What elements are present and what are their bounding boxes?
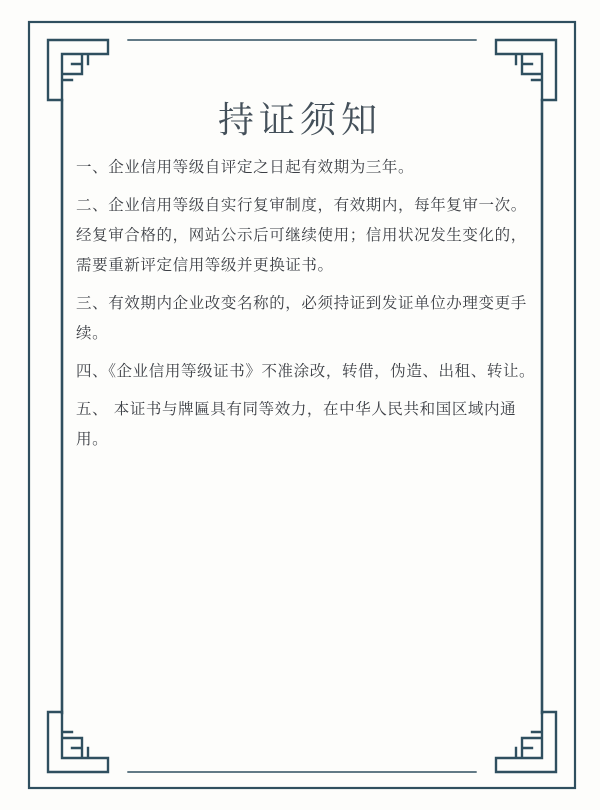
corner-ornament-bottom-right — [496, 712, 556, 772]
rule-item-1: 一、企业信用等级自评定之日起有效期为三年。 — [76, 158, 415, 176]
rule-item-3: 三、有效期内企业改变名称的，必须持证到发证单位办理变更手续。 — [76, 294, 527, 342]
rule-item-5: 五、 本证书与牌匾具有同等效力，在中华人民共和国区域内通用。 — [76, 400, 517, 448]
rule-item-2: 二、企业信用等级自实行复审制度，有效期内，每年复审一次。经复审合格的，网站公示后可继续使用；信用状况发生变化的，需要重新评定信用等级并更换证书。 — [76, 196, 527, 274]
page-title: 持证须知 — [217, 100, 382, 141]
rule-item-4: 四、《企业信用等级证书》不准涂改，转借，伪造、出租、转让。 — [76, 362, 536, 380]
rules-list — [76, 152, 536, 462]
corner-ornament-top-right — [496, 40, 556, 100]
corner-ornament-top-left — [48, 40, 108, 100]
corner-ornament-bottom-left — [48, 712, 108, 772]
